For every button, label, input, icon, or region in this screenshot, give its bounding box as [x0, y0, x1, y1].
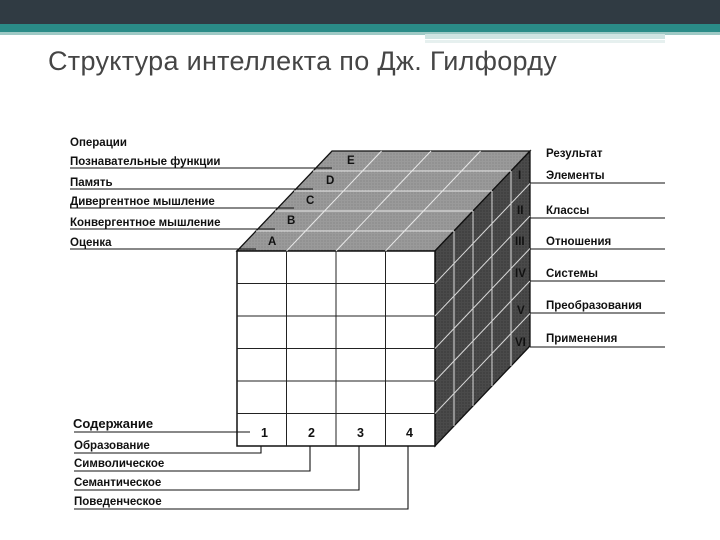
result-code-3: III [515, 236, 525, 248]
operation-label-3: Дивергентное мышление [70, 196, 215, 208]
result-code-4: IV [515, 268, 526, 280]
operation-code-a: A [268, 236, 277, 248]
content-header: Содержание [73, 416, 154, 431]
operation-label-4: Конвергентное мышление [70, 217, 221, 229]
result-code-1: I [518, 170, 522, 182]
result-code-6: VI [515, 337, 526, 349]
cube-svg [60, 120, 680, 520]
content-code-1: 1 [261, 426, 268, 440]
content-code-2: 2 [308, 426, 315, 440]
result-label-1: Элементы [546, 170, 605, 182]
content-label-1: Образование [74, 440, 150, 452]
content-code-3: 3 [357, 426, 364, 440]
content-label-4: Поведенческое [74, 496, 162, 508]
result-label-6: Применения [546, 333, 618, 345]
content-label-2: Символическое [74, 458, 165, 470]
result-label-5: Преобразования [546, 300, 642, 312]
result-label-2: Классы [546, 205, 590, 217]
operation-label-5: Оценка [70, 237, 112, 249]
operation-label-1: Познавательные функции [70, 156, 221, 168]
content-code-4: 4 [406, 426, 413, 440]
operation-code-b: B [287, 215, 296, 227]
operations-header: Операции [70, 137, 127, 149]
result-code-2: II [517, 205, 524, 217]
decorative-rule [425, 34, 665, 39]
result-code-5: V [517, 305, 525, 317]
header-bar [0, 0, 720, 24]
operation-code-d: D [326, 175, 335, 187]
header-accent-stripe [0, 24, 720, 32]
content-label-3: Семантическое [74, 477, 162, 489]
result-label-3: Отношения [546, 236, 612, 248]
result-label-4: Системы [546, 268, 598, 280]
results-header: Результат [546, 148, 603, 160]
operation-code-e: E [347, 155, 355, 167]
operation-code-c: C [306, 195, 315, 207]
guilford-cube-diagram [60, 120, 680, 520]
decorative-rule-2 [425, 40, 665, 43]
slide-title: Структура интеллекта по Дж. Гилфорду [48, 46, 558, 76]
operation-label-2: Память [70, 177, 113, 189]
